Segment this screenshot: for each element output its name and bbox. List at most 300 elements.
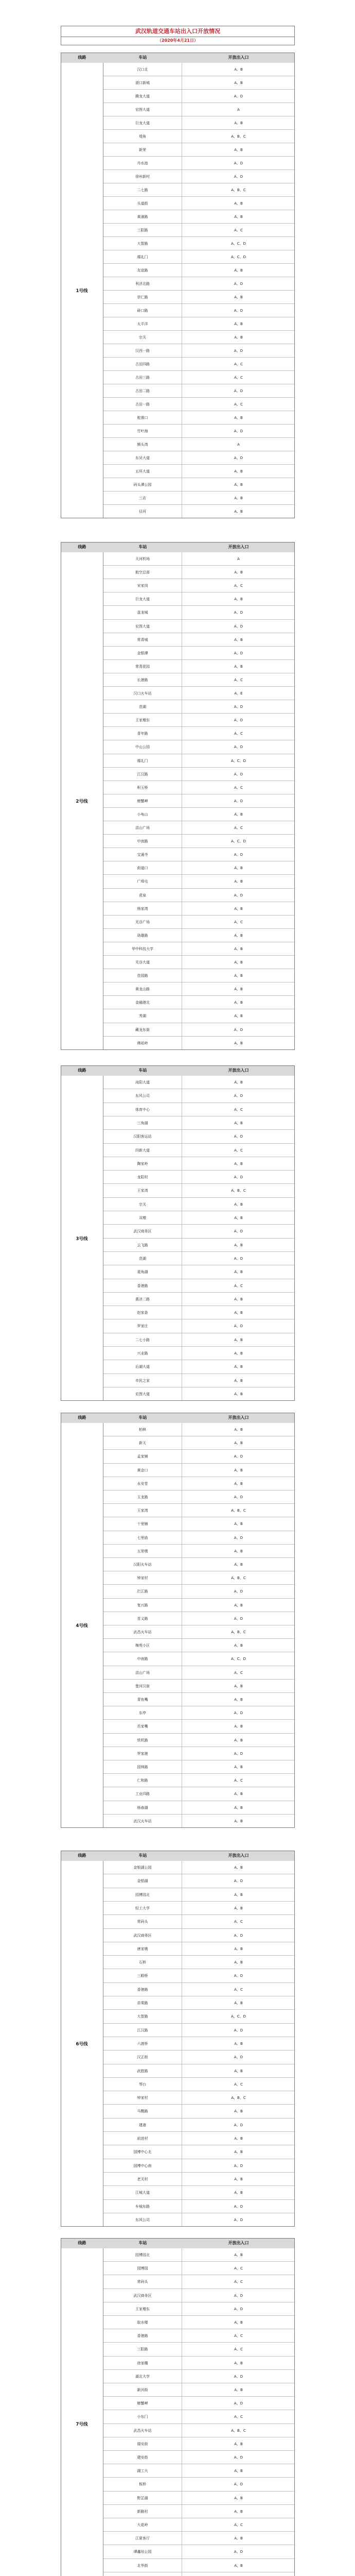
table-row [103,2145,295,2159]
line-name: 6号线 [61,1861,103,2227]
entrance-list: A、C [234,2415,243,2419]
table-row [103,210,295,224]
station-name: 王家湾 [103,1184,182,1198]
entrance-list: A、B [234,215,243,219]
entrance-list: A、D [234,2218,243,2222]
station-name: 宝通寺 [103,848,182,861]
line-table [61,2238,295,2576]
table-row [103,633,295,647]
entrance-list: A、B [234,121,243,125]
station-name: 岳家嘴 [103,1720,182,1734]
station-name: 轻工大学 [103,1902,182,1915]
entrance-list: A、B [234,67,243,72]
entrance-list: A、C [234,228,243,232]
station-name: 中南路 [103,835,182,848]
header-line: 线路 [78,1415,86,1420]
station-name: 光谷广场 [103,916,182,929]
table-row [103,1198,295,1211]
table-row [103,1265,295,1279]
station-name: 宋家岗 [103,579,182,592]
table-row [103,264,295,277]
entrance-list: A、D [234,1094,243,1098]
entrance-list: A、B [234,1080,243,1084]
entrance-list: A、D [234,705,243,709]
line-name: 7号线 [61,2248,103,2576]
station-name: 径河 [103,505,182,518]
header-station: 车站 [138,1415,147,1420]
table-header [61,542,295,552]
entrance-list: A、D [234,349,243,353]
station-name: 金银潭 [103,647,182,660]
station-name: 竹叶海 [103,425,182,438]
station-name: 武汉火车站 [103,1815,182,1828]
entrance-list: A、B [234,510,243,514]
table-row [103,660,295,673]
table-row [103,2275,295,2289]
table-row [103,1450,295,1464]
station-name: 大花岭 [103,2518,182,2532]
station-name: 崇仁路 [103,291,182,304]
station-name: 苗栗路 [103,1996,182,2010]
table-row [103,76,295,90]
entrance-list: A、B [234,947,243,951]
table-row [103,1996,295,2010]
station-name: 藏龙东街 [103,1023,182,1037]
table-row [103,2289,295,2302]
station-name: 陶家岭 [103,1157,182,1171]
entrance-list: A、C [234,362,243,366]
station-name: 古田一路 [103,398,182,411]
station-name: 巨龙大道 [103,592,182,606]
table-row [103,1319,295,1333]
station-name: 小东门 [103,2410,182,2424]
station-name: 循礼门 [103,754,182,768]
entrance-list: A、D [234,1229,243,1233]
entrance-list: A、B [234,1216,243,1220]
entrance-list: A、B [234,1338,243,1342]
station-name: 三眼桥 [103,1969,182,1983]
entrance-list: A、D [234,1324,243,1328]
station-name: 江汉路 [103,768,182,781]
entrance-list: A、B [234,974,243,978]
table-row [103,1252,295,1265]
entrance-list: A、B [234,2253,243,2257]
entrance-list: A、D [234,2401,243,2405]
station-name: 硚口路 [103,304,182,317]
station-name: 五环大道 [103,465,182,478]
entrance-list: A、B [234,570,243,574]
entrance-list: A、B [234,1441,243,1445]
table-row [103,2329,295,2343]
station-name: 太平洋 [103,317,182,331]
table-row [103,1144,295,1157]
entrance-list: A、D [234,1257,243,1261]
station-name: 国博中心北 [103,2145,182,2159]
table-row [103,2343,295,2357]
table-row [103,1902,295,1915]
table-row [103,2370,295,2383]
entrance-list: A、D [234,1589,243,1594]
station-name: 堤角 [103,130,182,143]
entrance-list: A、B [234,1379,243,1383]
station-name: 建安街 [103,2451,182,2464]
station-name: 盘龙城 [103,606,182,620]
table-row [103,2262,295,2275]
entrance-list: A、C [234,1108,243,1112]
station-name: 杨家湾 [103,902,182,916]
station-name: 友谊路 [103,264,182,277]
entrance-list: A [237,108,240,112]
table-row [103,2173,295,2186]
entrance-list: A、B [234,1482,243,1486]
table-row [103,1969,295,1983]
table-row [103,889,295,902]
table-row [103,2010,295,2024]
table-row [103,754,295,768]
station-name: 十里铺 [103,1517,182,1531]
entrance-list: A、D [234,2482,243,2486]
station-name: 新天 [103,1436,182,1450]
entrance-list: A、B [234,2042,243,2046]
station-name: 码头潭公园 [103,478,182,492]
table-row [103,1888,295,1902]
station-name: 范湖 [103,700,182,714]
table-row [103,143,295,157]
table-row [103,304,295,317]
entrance-list: A、C [234,786,243,790]
entrance-list: A、B [234,638,243,642]
entrance-list: A、B、C [231,1630,246,1634]
station-name: 黄浦路 [103,210,182,224]
table-row [103,371,295,384]
entrance-list: A、D [234,2055,243,2059]
table-row [103,157,295,170]
table-row [103,1387,295,1401]
entrance-list: A、B [234,1468,243,1472]
table-row [103,2200,295,2213]
table-row [103,875,295,889]
station-name: 园林路 [103,1760,182,1774]
station-name: 螃蟹岬 [103,794,182,808]
station-name: 惠济二路 [103,1293,182,1306]
table-row [103,2091,295,2105]
table-row [103,1942,295,1956]
table-row [103,714,295,727]
entrance-list: A、D [234,1752,243,1756]
station-name: 街道口 [103,861,182,875]
table-row [103,1225,295,1239]
entrance-list: A、B [234,2510,243,2514]
station-name: 宏图大道 [103,103,182,116]
table-row [103,291,295,304]
station-name: 范湖 [103,1252,182,1265]
table-row [103,2357,295,2370]
table-row [103,2105,295,2119]
station-name: 汉阳火车站 [103,1558,182,1571]
entrance-list: A、D [234,429,243,433]
station-name: 香港路 [103,1983,182,1996]
station-name: 循礼门 [103,250,182,264]
station-name: 武汉商务区 [103,1225,182,1239]
table-row [103,1612,295,1625]
entrance-list: A、B [234,496,243,500]
header-station: 车站 [138,545,147,549]
table-row [103,1477,295,1490]
station-name: 常码头 [103,2275,182,2289]
table-row [103,1545,295,1558]
entrance-list: A、B [234,1906,243,1910]
table-row [103,1571,295,1585]
table-row [103,2119,295,2132]
table-row [103,398,295,411]
entrance-list: A、B [234,1819,243,1823]
station-name: 谭鑫培公园 [103,2545,182,2559]
header-entrances: 开放出入口 [228,1853,249,1858]
entrance-list: A、B、C [231,2429,246,2433]
entrance-list: A、B [234,2320,243,2325]
station-name: 宗关 [103,331,182,344]
table-row [103,130,295,143]
entrance-list: A、C [234,2266,243,2270]
entrance-list: A、B [234,322,243,326]
station-name: 三阳路 [103,2343,182,2357]
table-row [103,1929,295,1942]
station-name: 拦江路 [103,1585,182,1599]
table-row [103,2050,295,2064]
station-name: 东吴大道 [103,451,182,465]
entrance-list: A、B [234,1684,243,1688]
table-row [103,1915,295,1929]
entrance-list: A、B [234,2150,243,2154]
entrance-list: A、D [234,2028,243,2032]
entrance-list: A、D [234,2455,243,2460]
header-station: 车站 [138,55,147,60]
station-name: 双墩 [103,1211,182,1225]
entrance-list: A、B [234,1428,243,1432]
table-row [103,224,295,237]
station-name: 王家湾 [103,1504,182,1517]
entrance-list: A、B [234,1698,243,1702]
entrance-list: A、B [234,2001,243,2005]
station-name: 秀湖 [103,1009,182,1023]
entrance-list: A、B [234,1392,243,1396]
table-header [61,1851,295,1861]
entrance-list: A、B [234,2564,243,2568]
station-name: 航空总部 [103,566,182,579]
entrance-list: A、D [234,161,243,165]
table-row [103,1333,295,1347]
table-row [103,1103,295,1116]
entrance-list: A、C [234,1284,243,1288]
entrance-list: A、B [234,1297,243,1301]
table-row [103,2492,295,2505]
entrance-list: A、B [234,148,243,152]
station-name: 马鹦路 [103,2105,182,2119]
entrance-list: A、C [234,1778,243,1783]
table-row [103,317,295,331]
station-name: 武汉商务区 [103,1929,182,1942]
table-row [103,1306,295,1319]
table-row [103,2505,295,2518]
table-row [103,1531,295,1545]
station-name: 光谷大道 [103,956,182,969]
station-name: 香港路 [103,2329,182,2343]
station-name: 体育中心 [103,1103,182,1116]
station-name: 玉龙路 [103,1490,182,1504]
station-name: 汉西一路 [103,344,182,358]
table-row [103,492,295,505]
station-name: 铁机路 [103,1734,182,1747]
station-name: 丹水池 [103,157,182,170]
table-row [103,2064,295,2078]
entrance-list: A、B [234,483,243,487]
line-table [61,542,295,1050]
entrance-list: A、B [234,934,243,938]
line-name: 4号线 [61,1423,103,1828]
entrance-list: A、D [234,2205,243,2209]
table-row [103,1585,295,1599]
station-name: 洪山广场 [103,821,182,835]
station-name: 前进村 [103,2132,182,2145]
entrance-list: A、D [234,94,243,98]
entrance-list: A、B [234,2361,243,2365]
entrance-list: A、D [234,456,243,460]
station-name: 楚河汉街 [103,1680,182,1693]
station-name: 汉正街 [103,2050,182,2064]
station-name: 六渡桥 [103,2037,182,2050]
station-name: 园博园北 [103,1888,182,1902]
line-table [61,1851,295,2227]
station-name: 江汉路 [103,2024,182,2037]
entrance-list: A、C [234,826,243,830]
entrance-list: A、B [234,1866,243,1870]
station-name: 车城东路 [103,2200,182,2213]
station-name: 天河机场 [103,552,182,566]
station-name: 古田三路 [103,371,182,384]
entrance-list: A、B [234,2442,243,2446]
entrance-list: A、D [234,624,243,629]
entrance-list: A、B [234,1643,243,1648]
entrance-list: A、C、D [230,255,246,259]
entrance-list: A、C [234,1920,243,1924]
table-row [103,1490,295,1504]
entrance-list: A、B [234,2388,243,2392]
table-row [103,1023,295,1037]
header-line: 线路 [78,1068,86,1073]
station-name: 宏图大道 [103,1387,182,1401]
station-name: 瑞安街 [103,2437,182,2451]
station-name: 菱角湖 [103,1265,182,1279]
line-name: 2号线 [61,552,103,1050]
table-row [103,1157,295,1171]
station-name: 黄龙山路 [103,982,182,996]
entrance-list: A、D [234,1934,243,1938]
entrance-list: A、B [234,201,243,206]
table-row [103,1423,295,1436]
station-name: 常青城 [103,633,182,647]
header-line: 线路 [78,545,86,549]
table-row [103,2410,295,2424]
station-name: 二七路 [103,183,182,197]
entrance-list: A、D [234,611,243,615]
station-name: 石桥 [103,1956,182,1969]
station-name: 宗关 [103,1198,182,1211]
entrance-list: A、B [234,1365,243,1369]
entrance-list: A、C [234,584,243,588]
table-row [103,451,295,465]
entrance-list: A、C [234,678,243,682]
station-name: 江夏客厅 [103,2532,182,2545]
entrance-list: A、C [234,2347,243,2351]
entrance-list: A、C [234,2334,243,2338]
table-row [103,808,295,821]
station-name: 梅苑小区 [103,1639,182,1652]
station-name: 青年路 [103,727,182,740]
station-name: 东亭 [103,1706,182,1720]
table-row [103,1171,295,1184]
table-row [103,1760,295,1774]
table-row [103,2132,295,2145]
entrance-list: A、D [234,2294,243,2298]
entrance-list: A、D [234,1134,243,1139]
entrance-list: A、D [234,1711,243,1715]
station-name: 大智路 [103,237,182,250]
entrance-list: A、B [234,1549,243,1553]
entrance-list: A、C [234,732,243,736]
station-name: 虎泉 [103,889,182,902]
station-name: 后湖大道 [103,1360,182,1374]
header-line: 线路 [78,1853,86,1858]
table-row [103,2024,295,2037]
table-header [61,1413,295,1423]
station-name: 头道街 [103,197,182,210]
entrance-list: A、C、D [230,759,246,763]
entrance-list: A、B [234,1724,243,1728]
station-name: 华中科技大学 [103,942,182,956]
table-row [103,1279,295,1293]
table-header [61,2238,295,2248]
table-row [103,781,295,794]
table-row [103,1504,295,1517]
entrance-list: A、D [234,2307,243,2311]
entrance-list: A、D [234,718,243,722]
table-row [103,2572,295,2576]
table-row [103,687,295,700]
entrance-list: A、D [234,799,243,803]
entrance-list: A、B [234,416,243,420]
entrance-list: A、B、C [231,1189,246,1193]
entrance-list: A、C [234,2280,243,2284]
station-name: 罗家庄 [103,1319,182,1333]
entrance-list: A、D [234,2550,243,2554]
entrance-list: A、B [234,335,243,340]
station-name: 江城大道 [103,2186,182,2200]
station-name: 建港 [103,2119,182,2132]
entrance-list: A、B [234,1738,243,1742]
station-name: 罗家港 [103,1747,182,1760]
entrance-list: A、B [234,1041,243,1045]
station-name: 巨龙大道 [103,116,182,130]
station-name: 新荣 [103,143,182,157]
entrance-list: A、B [234,1522,243,1526]
station-name: 舵落口 [103,411,182,425]
station-name: 三角湖 [103,1116,182,1130]
station-name: 市民之家 [103,1374,182,1387]
table-row [103,237,295,250]
station-name: 武昌火车站 [103,2424,182,2437]
table-row [103,170,295,183]
table-row [103,861,295,875]
